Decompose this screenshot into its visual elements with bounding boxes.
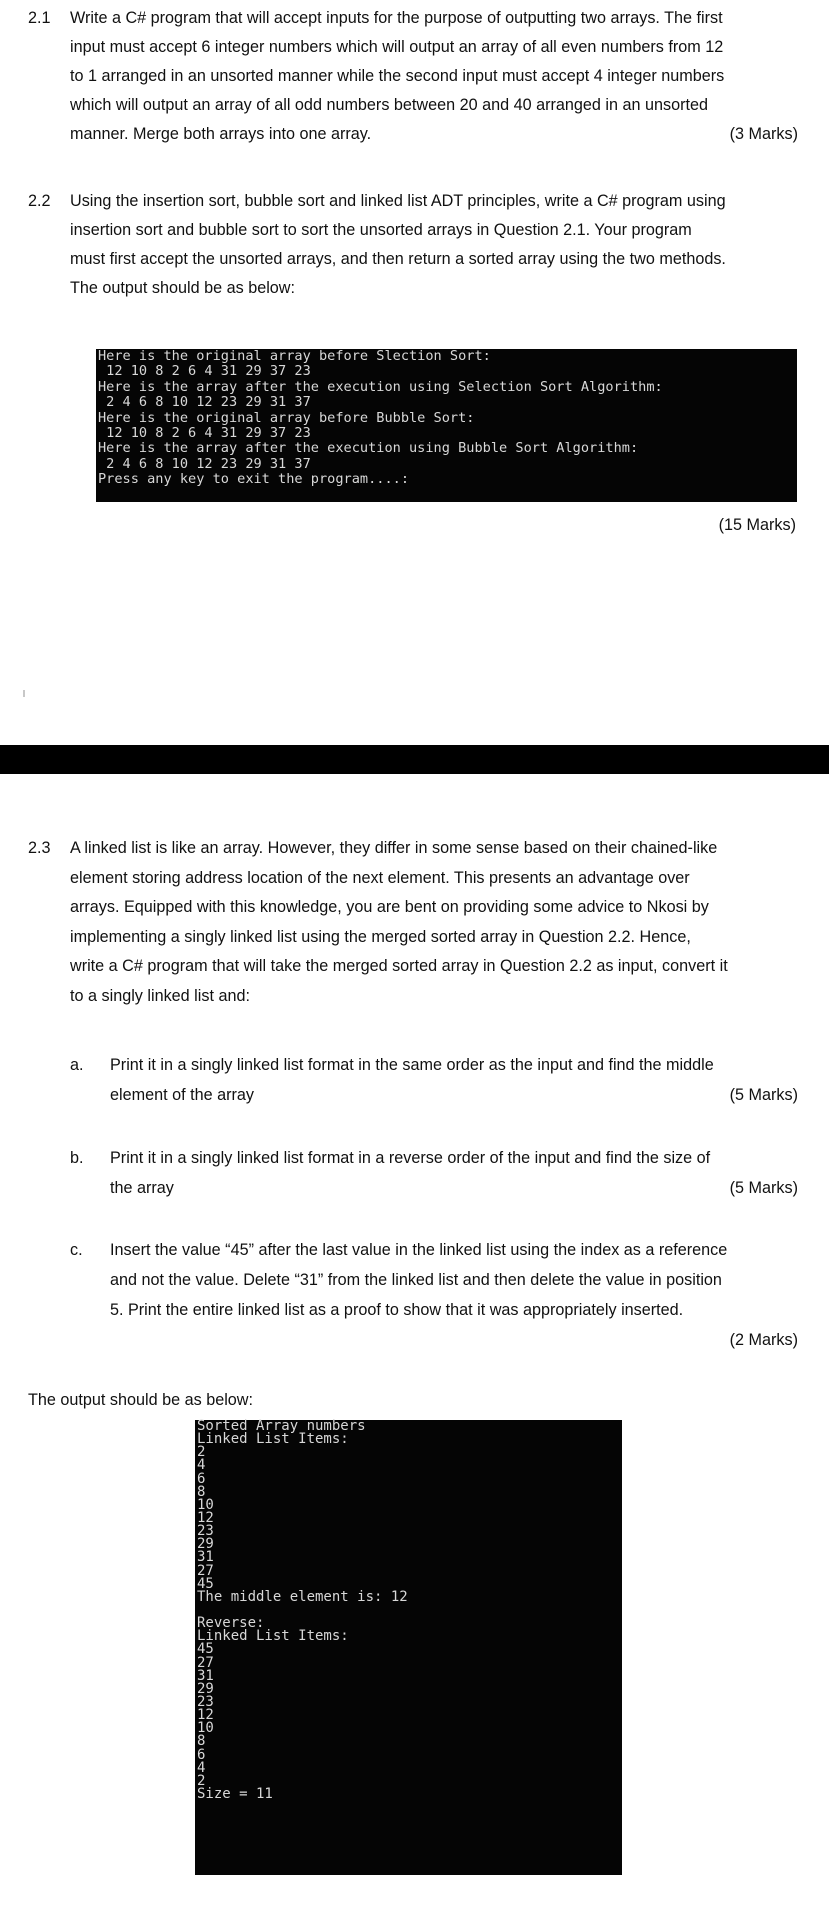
question-number: 2.1: [28, 9, 51, 27]
text-line-with-marks: [110, 1325, 798, 1355]
console-line: Size = 11: [197, 1785, 273, 1802]
console-line: 4: [197, 1457, 206, 1474]
console-line: 23: [197, 1523, 214, 1540]
console-line: 31: [197, 1549, 214, 1566]
subquestion-letter: b.: [70, 1149, 84, 1167]
question-number: 2.2: [28, 192, 51, 210]
console-line: 2: [197, 1444, 206, 1461]
console-line: The middle element is: 12: [197, 1588, 408, 1605]
text-line: input must accept 6 integer numbers which will output an array of all even numbers from 12: [70, 38, 724, 56]
question-text: [70, 834, 798, 1012]
console-line: Reverse:: [197, 1615, 265, 1632]
text-line: The output should be as below:: [70, 279, 295, 297]
scan-speck: [23, 690, 25, 697]
console-line: 23: [197, 1693, 214, 1710]
question-2-2: [28, 187, 798, 303]
console-line: 4: [197, 1759, 206, 1776]
console-line: Here is the array after the execution using Selection Sort Algorithm:: [98, 378, 663, 395]
subquestion-letter: a.: [70, 1056, 84, 1074]
console-line: Here is the array after the execution using Bubble Sort Algorithm:: [98, 440, 639, 457]
text-line-with-marks: [70, 120, 798, 149]
black-divider-bar: [0, 745, 829, 774]
text-line: and not the value. Delete “31” from the linked list and then delete the value in position: [110, 1271, 722, 1289]
subquestion-text: [110, 1050, 798, 1110]
question-2-1: [28, 4, 798, 149]
subquestion-text: [110, 1143, 798, 1203]
text-line: element of the array: [110, 1086, 254, 1104]
subquestion-a: [70, 1050, 798, 1110]
console-line: 6: [197, 1746, 206, 1763]
text-line: Write a C# program that will accept inputs for the purpose of outputting two arrays. The first: [70, 9, 723, 27]
subquestion-b: [70, 1143, 798, 1203]
text-line: which will output an array of all odd numbers between 20 and 40 arranged in an unsorted: [70, 96, 709, 114]
text-line-with-marks: [110, 1173, 798, 1203]
question-text: [70, 4, 798, 149]
console-line: 2 4 6 8 10 12 23 29 31 37: [98, 455, 311, 472]
console-line: 29: [197, 1680, 214, 1697]
subquestion-text: [110, 1235, 798, 1355]
console-line: 12 10 8 2 6 4 31 29 37 23: [98, 425, 311, 442]
question-2-3: [28, 834, 798, 1012]
question-number: 2.3: [28, 839, 51, 857]
console-line: 45: [197, 1641, 214, 1658]
console-line: 2 4 6 8 10 12 23 29 31 37: [98, 394, 311, 411]
console-line: Linked List Items:: [197, 1628, 349, 1645]
console-line: 27: [197, 1562, 214, 1579]
console-line: Sorted Array numbers: [197, 1418, 366, 1434]
text-line: arrays. Equipped with this knowledge, you are bent on providing some advice to Nkosi by: [70, 898, 709, 917]
subquestion-c: [70, 1235, 798, 1355]
text-line: Insert the value “45” after the last value in the linked list using the index as a reference: [110, 1241, 728, 1259]
console-line: Here is the original array before Slection Sort:: [98, 348, 491, 364]
console-line: 10: [197, 1496, 214, 1513]
console-line: 8: [197, 1483, 206, 1500]
console-line: 6: [197, 1470, 206, 1487]
text-line: A linked list is like an array. However, they differ in some sense based on their chained-like: [70, 839, 718, 857]
console-line: 12: [197, 1707, 214, 1724]
text-line: manner. Merge both arrays into one array.: [70, 125, 372, 143]
text-line: to 1 arranged in an unsorted manner while the second input must accept 4 integer numbers: [70, 67, 725, 85]
console-line: 29: [197, 1536, 214, 1553]
text-line: insertion sort and bubble sort to sort the unsorted arrays in Question 2.1. Your program: [70, 221, 692, 239]
output-intro: The output should be as below:: [28, 1391, 253, 1409]
text-line: Print it in a singly linked list format in the same order as the input and find the middle: [110, 1056, 714, 1074]
console-line: 27: [197, 1654, 214, 1671]
console-line: Press any key to exit the program....:: [98, 471, 409, 488]
console-line: 10: [197, 1720, 214, 1737]
marks-label: (2 Marks): [729, 1331, 798, 1349]
text-line: write a C# program that will take the merged sorted array in Question 2.2 as input, convert it: [70, 957, 728, 976]
text-line: element storing address location of the next element. This presents an advantage over: [70, 868, 690, 887]
marks-label: (3 Marks): [729, 125, 798, 143]
marks-label: (15 Marks): [718, 516, 796, 534]
console-output-sorting: [96, 349, 797, 502]
text-line: to a singly linked list and:: [70, 986, 250, 1005]
console-line: 31: [197, 1667, 214, 1684]
text-line: the array: [110, 1179, 174, 1197]
text-line: Print it in a singly linked list format in a reverse order of the input and find the size of: [110, 1149, 711, 1167]
text-line: Using the insertion sort, bubble sort and linked list ADT principles, write a C# program using: [70, 192, 726, 210]
question-text: [70, 187, 798, 303]
console-line: 8: [197, 1733, 206, 1750]
console-line: [197, 1814, 622, 1827]
console-line: 45: [197, 1575, 214, 1592]
marks-label: (5 Marks): [729, 1179, 798, 1197]
text-line: 5. Print the entire linked list as a proof to show that it was appropriately inserted.: [110, 1301, 684, 1319]
console-line: 12: [197, 1509, 214, 1526]
console-line: Here is the original array before Bubble Sort:: [98, 409, 475, 426]
console-line: [197, 1801, 622, 1814]
text-line: implementing a singly linked list using the merged sorted array in Question 2.2. Hence,: [70, 927, 691, 946]
console-line: 2: [197, 1772, 206, 1789]
console-line: [197, 1827, 622, 1840]
subquestion-letter: c.: [70, 1241, 83, 1259]
marks-label: (5 Marks): [729, 1086, 798, 1104]
text-line-with-marks: [110, 1080, 798, 1110]
console-output-linked-list: [195, 1420, 622, 1875]
console-line: Linked List Items:: [197, 1431, 349, 1448]
console-line: 12 10 8 2 6 4 31 29 37 23: [98, 363, 311, 380]
text-line: must first accept the unsorted arrays, and then return a sorted array using the two methods.: [70, 250, 726, 268]
